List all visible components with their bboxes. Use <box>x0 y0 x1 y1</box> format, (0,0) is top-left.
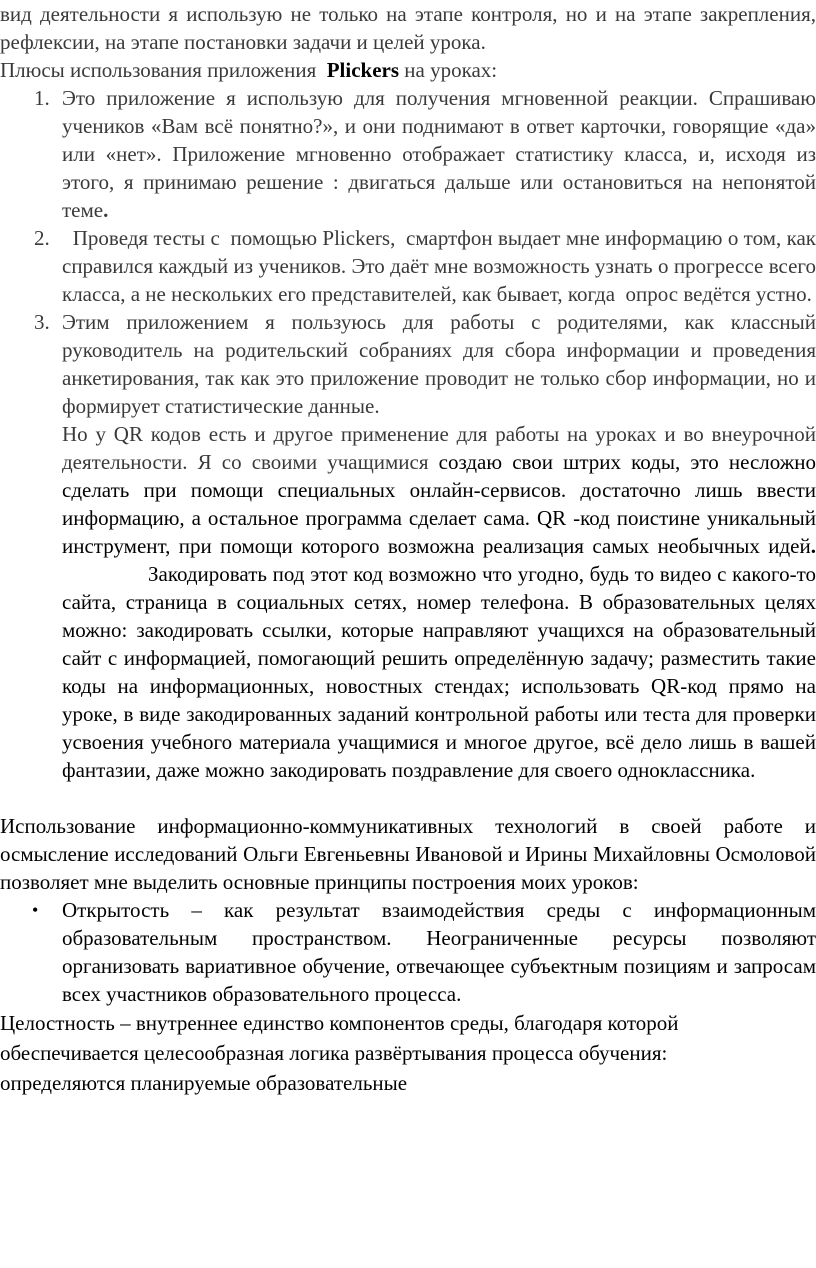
closing-paragraph <box>0 1008 816 1098</box>
principles-list <box>0 896 816 1008</box>
list-item <box>0 896 816 1008</box>
intro-text: вид деятельности я использую не только на этапе контроля, но и на этапе закрепления, рефлексии, на этапе постановки задачи и целей урока. <box>0 2 816 54</box>
plickers-app-name: Plickers <box>326 58 400 82</box>
plickers-benefits-list <box>0 84 816 420</box>
list-item-text: Открытость – как результат взаимодействия среды с информационным образовательным пространством. Неограниченные ресурсы позволяют организовать вариативное обучение, отвечающее субъектным позициям и запросам всех участников образовательного процесса. <box>62 898 816 1006</box>
list-item <box>0 224 816 308</box>
qr-paragraph <box>0 420 816 784</box>
list-item-text: Этим приложением я пользуюсь для работы с родителями, как классный руководитель на родительский собраниях для сбора информации и проведения анкетирования, так как это приложение проводит не только сбор информации, но и формирует статистические данные. <box>62 310 816 418</box>
bullet-icon: • <box>32 900 39 920</box>
list-item-text: Это приложение я использую для получения мгновенной реакции. Спрашиваю учеников «Вам всё понятно?», и они поднимают в ответ карточки, говорящие «да» или «нет». Приложение мгновенно отображает статистику класса, и, исходя из этого, я принимаю решение : двигаться дальше или остановиться на непонятой теме <box>62 86 816 222</box>
list-item <box>0 84 816 224</box>
list-item-number: 2. <box>34 226 50 250</box>
ict-paragraph: Использование информационно-коммуникативных технологий в своей работе и осмысление исследований Ольги Евгеньевны Ивановой и Ирины Михайловны Осмоловой позволяет мне выделить основные принципы построения моих уроков: <box>0 814 816 894</box>
closing-line-3: определяются планируемые образовательные <box>0 1071 408 1095</box>
pluses-suffix: на уроках: <box>404 58 498 82</box>
qr-text-part1-dark: создаю свои штрих коды, это несложно сделать при помощи специальных онлайн-сервисов. достаточно лишь ввести информацию, а остальное программа сделает сама. QR -код поистине уникальный инструмент, при помощи которого возможна реализация самых необычных идей <box>62 450 816 558</box>
list-item-end: . <box>103 198 109 222</box>
pluses-heading <box>0 56 816 84</box>
list-item-text: Проведя тесты с помощью Plickers, смартфон выдает мне информацию о том, как справился каждый из учеников. Это даёт мне возможность узнать о прогрессе всего класса, а не нескольких его представителей, как бывает, когда опрос ведётся устно. <box>62 226 816 306</box>
intro-paragraph <box>0 0 816 56</box>
list-item-number: 3. <box>34 310 50 334</box>
qr-paragraph-text <box>62 420 816 784</box>
list-item <box>0 308 816 420</box>
qr-text-part2: Закодировать под этот код возможно что угодно, будь то видео с какого-то сайта, страница в социальных сетях, номер телефона. В образовательных целях можно: закодировать ссылки, которые направляют учащихся на образовательный сайт с информацией, помогающий решить определённую задачу; разместить такие коды на информационных, новостных стендах; использовать QR-код прямо на уроке, в виде закодированных заданий контрольной работы или теста для проверки усвоения учебного материала учащимися и многое другое, всё дело лишь в вашей фантазии, даже можно закодировать поздравление для своего одноклассника. <box>62 562 816 782</box>
paragraph-spacer <box>0 784 816 812</box>
closing-line-2: обеспечивается целесообразная логика развёртывания процесса обучения: <box>0 1041 668 1065</box>
closing-line-1: Целостность – внутреннее единство компонентов среды, благодаря которой <box>0 1011 679 1035</box>
list-item-number: 1. <box>34 86 50 110</box>
pluses-prefix: Плюсы использования приложения <box>0 58 317 82</box>
qr-text-part1-end: . <box>810 534 816 558</box>
qr-text-part1: Но у QR кодов есть и другое применение для работы на уроках и во внеурочной деятельности. Я со своими учащимися <box>62 422 816 474</box>
